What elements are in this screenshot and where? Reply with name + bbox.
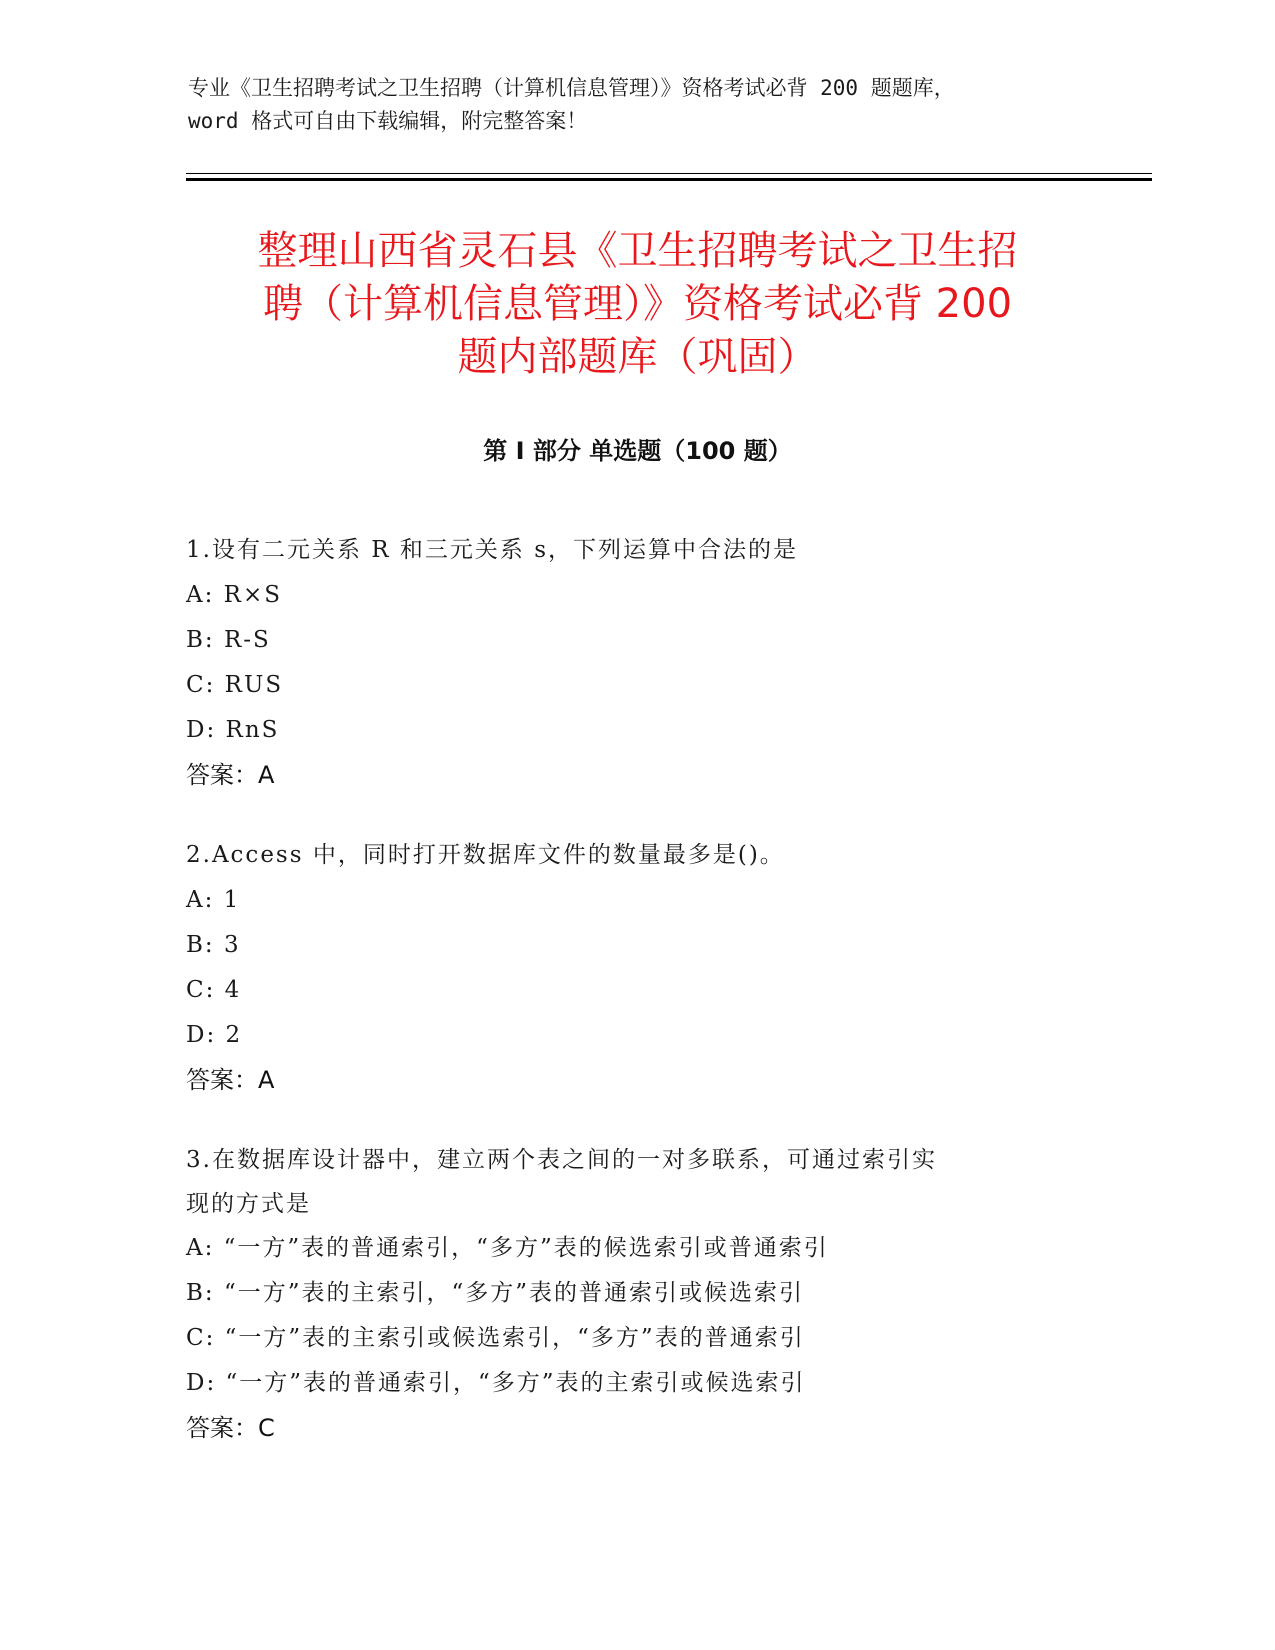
question-stem: 3.在数据库设计器中，建立两个表之间的一对多联系，可通过索引实 xyxy=(186,1147,937,1173)
document-title-line-2: 聘（计算机信息管理）》资格考试必背 200 xyxy=(262,281,1013,327)
question-stem: 1.设有二元关系 R 和三元关系 s，下列运算中合法的是 xyxy=(186,537,798,563)
section-title: 第 I 部分 单选题（100 题） xyxy=(483,437,792,465)
question-1 xyxy=(186,528,1086,798)
header-divider-thick xyxy=(186,178,1152,181)
option-c: C: RUS xyxy=(186,672,284,698)
document-title-line-1: 整理山西省灵石县《卫生招聘考试之卫生招 xyxy=(257,228,1018,274)
document-title-line-3: 题内部题库（巩固） xyxy=(457,334,818,380)
question-list xyxy=(186,528,1086,1486)
answer: 答案：A xyxy=(186,1066,275,1094)
option-c: C: 4 xyxy=(186,977,242,1003)
option-b: B: R-S xyxy=(186,627,271,653)
option-b: B: “一方”表的主索引，“多方”表的普通索引或候选索引 xyxy=(186,1280,804,1306)
question-stem: 2.Access 中，同时打开数据库文件的数量最多是()。 xyxy=(186,842,785,868)
option-d: D: 2 xyxy=(186,1022,243,1048)
option-a: A: R×S xyxy=(186,582,283,608)
option-d: D: RnS xyxy=(186,717,280,743)
option-a: A: 1 xyxy=(186,887,241,913)
document-title xyxy=(185,225,1090,384)
option-c: C: “一方”表的主索引或候选索引，“多方”表的普通索引 xyxy=(186,1325,805,1351)
question-stem-continued: 现的方式是 xyxy=(186,1191,311,1217)
header-divider-thin xyxy=(186,173,1152,174)
header-note-line-2: word 格式可自由下载编辑，附完整答案！ xyxy=(188,109,588,133)
header-note-line-1: 专业《卫生招聘考试之卫生招聘（计算机信息管理）》资格考试必背 200 题题库， xyxy=(188,76,955,100)
question-2 xyxy=(186,833,1086,1103)
answer: 答案：A xyxy=(186,761,275,789)
option-b: B: 3 xyxy=(186,932,241,958)
option-a: A: “一方”表的普通索引，“多方”表的候选索引或普通索引 xyxy=(186,1235,829,1261)
header-note xyxy=(188,72,1088,138)
option-d: D: “一方”表的普通索引，“多方”表的主索引或候选索引 xyxy=(186,1370,806,1396)
answer: 答案：C xyxy=(186,1414,275,1442)
question-3 xyxy=(186,1138,1086,1451)
